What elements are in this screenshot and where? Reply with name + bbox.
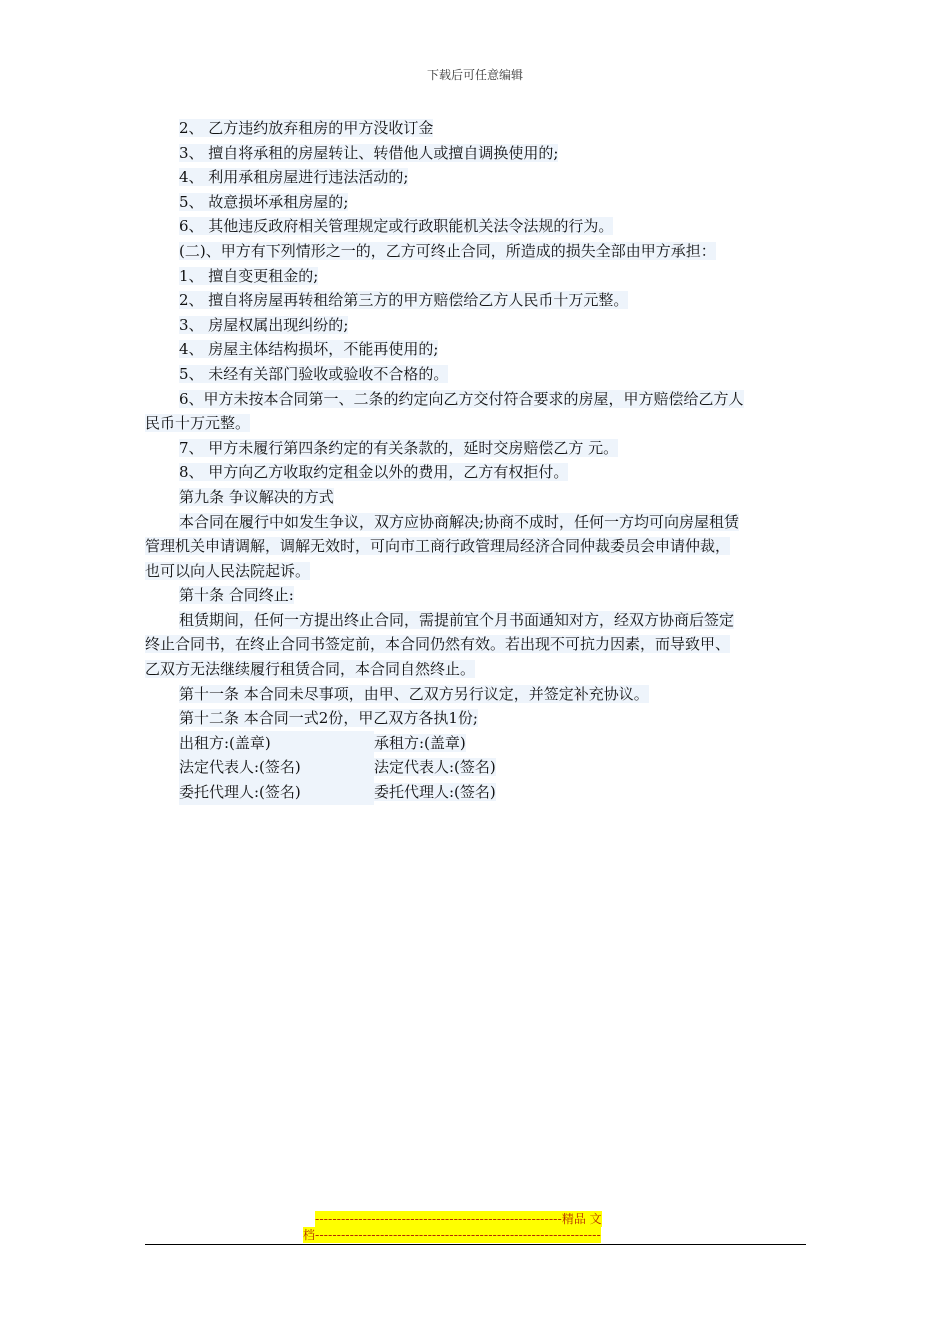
clause-line: 5、 未经有关部门验收或验收不合格的。 <box>179 364 449 383</box>
clause-line: 3、 擅自将承租的房屋转让、转借他人或擅自调换使用的; <box>179 143 559 162</box>
article-heading: 第九条 争议解决的方式 <box>179 487 334 506</box>
paragraph-line: 管理机关申请调解，调解无效时，可向市工商行政管理局经济合同仲裁委员会申请仲裁， <box>145 537 731 556</box>
clause-line: 3、 房屋权属出现纠纷的; <box>179 315 349 334</box>
signature-row <box>145 731 807 756</box>
document-body <box>145 116 807 805</box>
lessor-seal-label: 出租方:(盖章) <box>179 731 374 756</box>
paragraph-line: 租赁期间，任何一方提出终止合同，需提前宜个月书面通知对方，经双方协商后签定 <box>179 610 735 629</box>
signature-row <box>145 755 807 780</box>
clause-line: 6、甲方未按本合同第一、二条的约定向乙方交付符合要求的房屋，甲方赔偿给乙方人 <box>179 389 744 408</box>
paragraph-line: 本合同在履行中如发生争议，双方应协商解决;协商不成时，任何一方均可向房屋租赁 <box>179 512 740 531</box>
footer-divider <box>145 1244 806 1245</box>
paragraph-line: 终止合同书，在终止合同书签定前，本合同仍然有效。若出现不可抗力因素，而导致甲、 <box>145 635 731 654</box>
article-line: 第十一条 本合同未尽事项，由甲、乙双方另行议定，并签定补充协议。 <box>179 684 649 703</box>
page-header: 下载后可任意编辑 <box>426 68 523 82</box>
paragraph-line: 也可以向人民法院起诉。 <box>145 561 311 580</box>
footer-line-1: ---------------------------------------------------------精品 文 <box>315 1212 602 1226</box>
clause-line: 8、 甲方向乙方收取约定租金以外的费用，乙方有权拒付。 <box>179 463 569 482</box>
clause-line: 6、 其他违反政府相关管理规定或行政职能机关法令法规的行为。 <box>179 217 614 236</box>
footer-watermark <box>303 1211 649 1243</box>
clause-line: 2、 乙方违约放弃租房的甲方没收订金 <box>179 119 434 137</box>
article-line: 第十二条 本合同一式2份，甲乙双方各执1份; <box>179 709 478 728</box>
lessor-agent-label: 委托代理人:(签名) <box>179 780 374 805</box>
signature-row <box>145 780 807 805</box>
lessee-agent-label: 委托代理人:(签名) <box>374 783 496 802</box>
article-heading: 第十条 合同终止: <box>179 586 294 605</box>
lessee-seal-label: 承租方:(盖章) <box>374 733 466 752</box>
clause-line: 5、 故意损坏承租房屋的; <box>179 192 349 211</box>
section-heading: (二)、甲方有下列情形之一的，乙方可终止合同，所造成的损失全部由甲方承担： <box>179 241 716 260</box>
clause-line: 4、 房屋主体结构损坏，不能再使用的; <box>179 340 439 359</box>
paragraph-line: 乙双方无法继续履行租赁合同，本合同自然终止。 <box>145 660 476 679</box>
footer-line-2: 档------------------------------------------------------------------ <box>303 1228 601 1242</box>
clause-line: 民币十万元整。 <box>145 414 251 433</box>
lessor-representative-label: 法定代表人:(签名) <box>179 755 374 780</box>
clause-line: 1、 擅自变更租金的; <box>179 266 319 285</box>
lessee-representative-label: 法定代表人:(签名) <box>374 758 496 777</box>
clause-line: 2、 擅自将房屋再转租给第三方的甲方赔偿给乙方人民币十万元整。 <box>179 291 629 310</box>
clause-line: 7、 甲方未履行第四条约定的有关条款的，延时交房赔偿乙方 元。 <box>179 438 619 457</box>
clause-line: 4、 利用承租房屋进行违法活动的; <box>179 168 409 187</box>
